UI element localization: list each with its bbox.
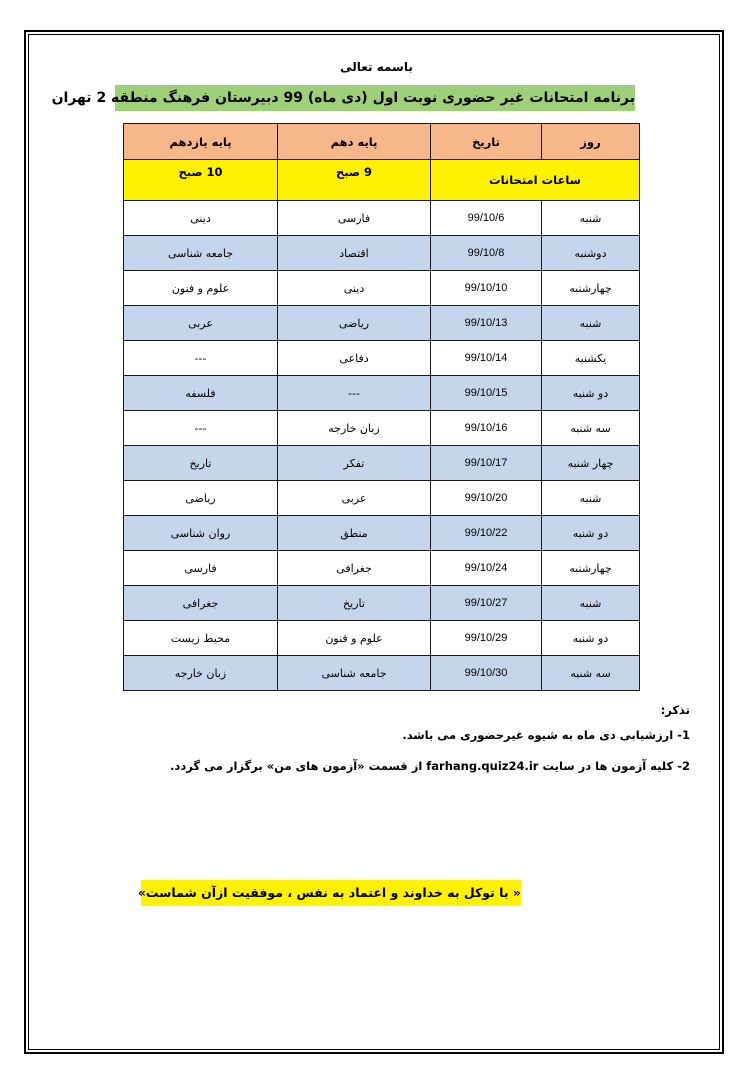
cell-grade11: --- bbox=[124, 341, 278, 376]
cell-date: 99/10/24 bbox=[431, 551, 542, 586]
table-row bbox=[124, 271, 640, 306]
cell-grade11: زبان خارجه bbox=[124, 656, 278, 691]
cell-date: 99/10/30 bbox=[431, 656, 542, 691]
table-row bbox=[124, 516, 640, 551]
cell-day: چهارشنبه bbox=[542, 551, 640, 586]
note-item: 1- ارزشیابی دی ماه به شیوه غیرحضوری می باشد. bbox=[402, 728, 690, 742]
header-date: تاریخ bbox=[431, 124, 542, 160]
header-grade10: پایه دهم bbox=[278, 124, 431, 160]
cell-grade11: فارسی bbox=[124, 551, 278, 586]
cell-day: شنبه bbox=[542, 481, 640, 516]
cell-day: شنبه bbox=[542, 201, 640, 236]
cell-day: شنبه bbox=[542, 306, 640, 341]
table-row bbox=[124, 236, 640, 271]
cell-day: دوشنبه bbox=[542, 236, 640, 271]
cell-grade10: تاریخ bbox=[278, 586, 431, 621]
cell-date: 99/10/16 bbox=[431, 411, 542, 446]
notes-heading: تذکر: bbox=[660, 703, 690, 717]
cell-date: 99/10/8 bbox=[431, 236, 542, 271]
cell-day: سه شنبه bbox=[542, 411, 640, 446]
note-item: 2- کلیه آزمون ها در سایت farhang.quiz24.ir از قسمت «آزمون های من» برگزار می گردد. bbox=[170, 759, 690, 773]
table-row bbox=[124, 201, 640, 236]
cell-date: 99/10/17 bbox=[431, 446, 542, 481]
exam-hours-grade11: 10 صبح bbox=[124, 160, 278, 201]
cell-date: 99/10/15 bbox=[431, 376, 542, 411]
motto-banner: « با توکل به خداوند و اعتماد به نفس ، موفقیت ازآن شماست» bbox=[141, 880, 521, 906]
table-row bbox=[124, 656, 640, 691]
cell-grade10: دینی bbox=[278, 271, 431, 306]
table-row bbox=[124, 586, 640, 621]
cell-grade10: علوم و فنون bbox=[278, 621, 431, 656]
cell-day: دو شنبه bbox=[542, 621, 640, 656]
cell-day: دو شنبه bbox=[542, 516, 640, 551]
table-row bbox=[124, 551, 640, 586]
cell-grade10: دفاعی bbox=[278, 341, 431, 376]
exam-hours-grade10: 9 صبح bbox=[278, 160, 431, 201]
cell-grade11: --- bbox=[124, 411, 278, 446]
table-row bbox=[124, 446, 640, 481]
cell-grade11: عربی bbox=[124, 306, 278, 341]
table-row bbox=[124, 411, 640, 446]
cell-grade10: جغرافی bbox=[278, 551, 431, 586]
cell-day: چهارشنبه bbox=[542, 271, 640, 306]
cell-day: یکشنبه bbox=[542, 341, 640, 376]
exam-hours-row bbox=[124, 160, 640, 201]
cell-date: 99/10/6 bbox=[431, 201, 542, 236]
cell-grade11: محیط زیست bbox=[124, 621, 278, 656]
cell-grade10: عربی bbox=[278, 481, 431, 516]
basmala: باسمه تعالی bbox=[340, 60, 413, 74]
table-row bbox=[124, 481, 640, 516]
header-day: روز bbox=[542, 124, 640, 160]
cell-date: 99/10/10 bbox=[431, 271, 542, 306]
cell-grade10: جامعه شناسی bbox=[278, 656, 431, 691]
cell-grade11: جغرافی bbox=[124, 586, 278, 621]
cell-date: 99/10/29 bbox=[431, 621, 542, 656]
table-row bbox=[124, 376, 640, 411]
cell-day: شنبه bbox=[542, 586, 640, 621]
cell-grade10: فارسی bbox=[278, 201, 431, 236]
cell-grade10: منطق bbox=[278, 516, 431, 551]
cell-grade10: --- bbox=[278, 376, 431, 411]
table-row bbox=[124, 621, 640, 656]
cell-grade10: اقتصاد bbox=[278, 236, 431, 271]
cell-date: 99/10/14 bbox=[431, 341, 542, 376]
cell-date: 99/10/13 bbox=[431, 306, 542, 341]
cell-grade11: ریاضی bbox=[124, 481, 278, 516]
exam-hours-label: ساعات امتحانات bbox=[431, 160, 640, 201]
cell-grade11: فلسفه bbox=[124, 376, 278, 411]
cell-day: سه شنبه bbox=[542, 656, 640, 691]
cell-day: چهار شنبه bbox=[542, 446, 640, 481]
cell-grade11: تاریخ bbox=[124, 446, 278, 481]
cell-grade10: ریاضی bbox=[278, 306, 431, 341]
cell-grade11: روان شناسی bbox=[124, 516, 278, 551]
cell-grade11: علوم و فنون bbox=[124, 271, 278, 306]
table-row bbox=[124, 341, 640, 376]
cell-date: 99/10/27 bbox=[431, 586, 542, 621]
cell-date: 99/10/22 bbox=[431, 516, 542, 551]
cell-date: 99/10/20 bbox=[431, 481, 542, 516]
cell-grade11: جامعه شناسی bbox=[124, 236, 278, 271]
cell-grade10: تفکر bbox=[278, 446, 431, 481]
header-grade11: پایه یازدهم bbox=[124, 124, 278, 160]
page-title: برنامه امتحانات غیر حضوری نوبت اول (دی ماه) 99 دبیرستان فرهنگ منطقه 2 تهران bbox=[115, 85, 635, 111]
exam-schedule-table bbox=[123, 123, 640, 691]
table-header-row bbox=[124, 124, 640, 160]
notes-section bbox=[90, 700, 690, 782]
table-row bbox=[124, 306, 640, 341]
cell-day: دو شنبه bbox=[542, 376, 640, 411]
cell-grade11: دینی bbox=[124, 201, 278, 236]
cell-grade10: زبان خارجه bbox=[278, 411, 431, 446]
